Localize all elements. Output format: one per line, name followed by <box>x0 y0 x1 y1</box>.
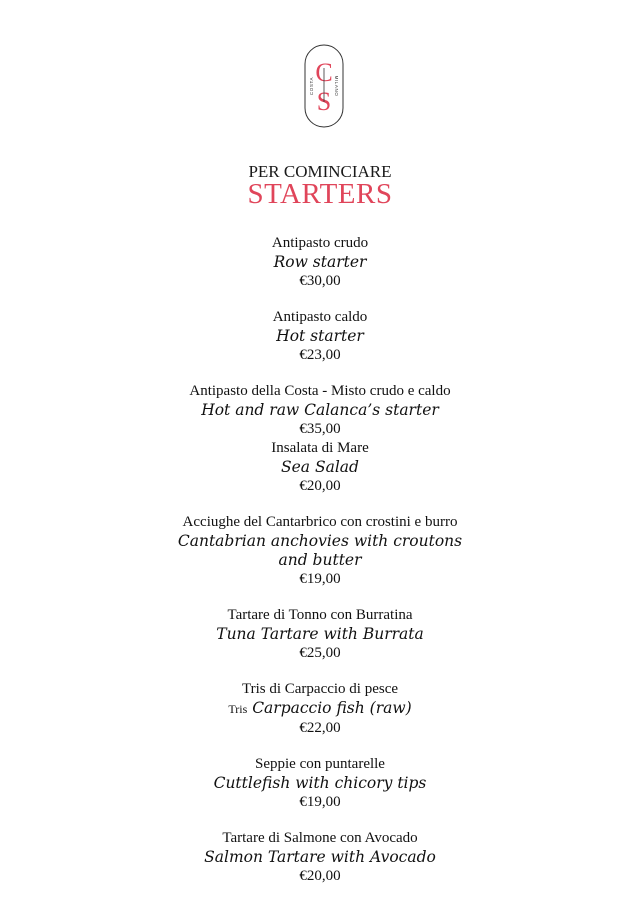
menu-item <box>0 606 640 663</box>
item-name-en <box>165 699 475 719</box>
item-price: €20,00 <box>299 868 341 884</box>
item-name-it: Acciughe del Cantarbrico con crostini e burro <box>182 514 458 530</box>
item-price: €22,00 <box>299 720 341 736</box>
item-price: €23,00 <box>299 347 341 363</box>
menu-list <box>0 234 640 886</box>
logo-monogram-c: C <box>315 58 333 87</box>
item-name-it: Antipasto crudo <box>271 235 369 251</box>
restaurant-logo <box>304 44 344 128</box>
section-subtitle: PER COMINCIARE <box>248 162 392 181</box>
item-name-it: Tartare di Tonno con Burratina <box>227 607 413 623</box>
menu-item <box>0 308 640 365</box>
item-name-en: Tuna Tartare with Burrata <box>216 625 424 643</box>
item-name-it: Seppie con puntarelle <box>255 756 385 772</box>
logo-left-text: COSTA <box>309 76 314 96</box>
item-price: €20,00 <box>299 478 341 494</box>
item-name-en: Hot and raw Calanca’s starter <box>201 401 439 419</box>
menu-item <box>0 382 640 439</box>
item-name-en: Salmon Tartare with Avocado <box>204 848 436 866</box>
item-name-en-text: Carpaccio fish (raw) <box>252 699 412 717</box>
logo-emblem <box>304 44 344 128</box>
item-name-en-prefix: Tris <box>228 702 248 716</box>
item-price: €30,00 <box>299 273 341 289</box>
item-name-en: Hot starter <box>276 327 364 345</box>
item-name-it: Antipasto caldo <box>272 309 368 325</box>
section-heading <box>0 162 640 210</box>
item-name-it: Tartare di Salmone con Avocado <box>222 830 418 846</box>
menu-item <box>0 829 640 886</box>
menu-item <box>0 234 640 291</box>
item-name-en: Cuttlefish with chicory tips <box>213 774 427 792</box>
item-name-en: Cantabrian anchovies with croutons and butter <box>177 532 463 569</box>
item-price: €19,00 <box>299 794 341 810</box>
item-name-it: Antipasto della Costa - Misto crudo e caldo <box>189 383 451 399</box>
item-price: €35,00 <box>299 421 341 437</box>
menu-item <box>0 755 640 812</box>
logo-right-text: MILANO <box>334 75 339 97</box>
item-price: €19,00 <box>299 571 341 587</box>
item-name-en: Row starter <box>273 253 367 271</box>
item-name-it: Tris di Carpaccio di pesce <box>241 681 399 697</box>
item-name-it: Insalata di Mare <box>271 440 369 456</box>
item-name-en: Sea Salad <box>281 458 359 476</box>
item-price: €25,00 <box>299 645 341 661</box>
logo-monogram-s: S <box>316 87 332 116</box>
menu-item <box>0 513 640 589</box>
section-title: STARTERS <box>247 178 393 210</box>
menu-item <box>0 680 640 738</box>
menu-item <box>0 439 640 496</box>
